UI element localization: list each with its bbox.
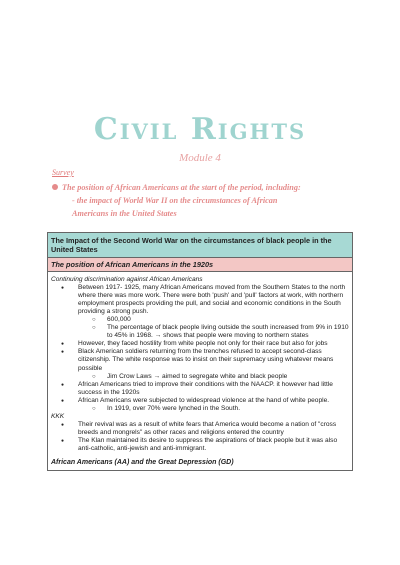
list-subitem: ○ The percentage of black people living outside the south increased from 9% in 1910 to 45% in 1968. → shows that people were moving to northern states — [51, 324, 349, 340]
section-title-kkk: KKK — [51, 412, 65, 420]
list-item: ● Between 1917- 1925, many African Americans moved from the Southern States to the north where there was more work. There were both 'push' and 'pull' factors at work, with northern employment prospects providing the pull, and social and economic conditions in the South providing a strong push. — [51, 284, 349, 316]
survey-subpoint-line1: - the impact of World War II on the circumstances of African — [72, 196, 278, 205]
list-item: ● Their revival was as a result of white fears that America would become a nation of "cross breeds and mongrels" as other races and religions entered the country — [51, 421, 349, 437]
list-item: ● African Americans were subjected to widespread violence at the hand of white people. — [51, 397, 349, 405]
list-item: ● The Klan maintained its desire to suppress the aspirations of black people but it was also anti-catholic, anti-jewish and anti-immigrant. — [51, 437, 349, 453]
bullet-dot-icon — [52, 184, 58, 190]
list-subitem: ○ Jim Crow Laws → aimed to segregate white and black people — [51, 373, 349, 381]
table-body — [48, 272, 352, 470]
list-subitem: ○ 600,000 — [51, 316, 349, 324]
notes-table — [47, 232, 353, 471]
module-subtitle: Module 4 — [179, 152, 221, 164]
survey-subpoint-line2: Americans in the United States — [72, 209, 177, 218]
section-title-discrimination: Continuing discrimination against African Americans — [51, 276, 203, 283]
list-item: ● Black American soldiers returning from the trenches refused to accept second-class citizenship. The white response was to insist on their supremacy using whatever means possible — [51, 348, 349, 372]
survey-point-text: The position of African Americans at the start of the period, including: — [62, 183, 301, 192]
table-subheader: The position of African Americans in the 1920s — [48, 258, 352, 272]
page-title: Civil Rights — [93, 112, 307, 147]
table-header: The Impact of the Second World War on the circumstances of black people in the United States — [48, 233, 352, 258]
section-heading-great-depression: African Americans (AA) and the Great Depression (GD) — [51, 459, 234, 467]
list-item: ● African Americans tried to improve their conditions with the NAACP. it however had little success in the 1920s — [51, 381, 349, 397]
survey-label: Survey — [52, 168, 74, 177]
survey-point — [52, 181, 352, 194]
list-subitem: ○ In 1919, over 70% were lynched in the South. — [51, 405, 349, 413]
list-item: ● However, they faced hostility from white people not only for their race but also for jobs — [51, 340, 349, 348]
discrimination-list — [51, 284, 349, 413]
kkk-list — [51, 421, 349, 453]
survey-list — [52, 181, 352, 220]
